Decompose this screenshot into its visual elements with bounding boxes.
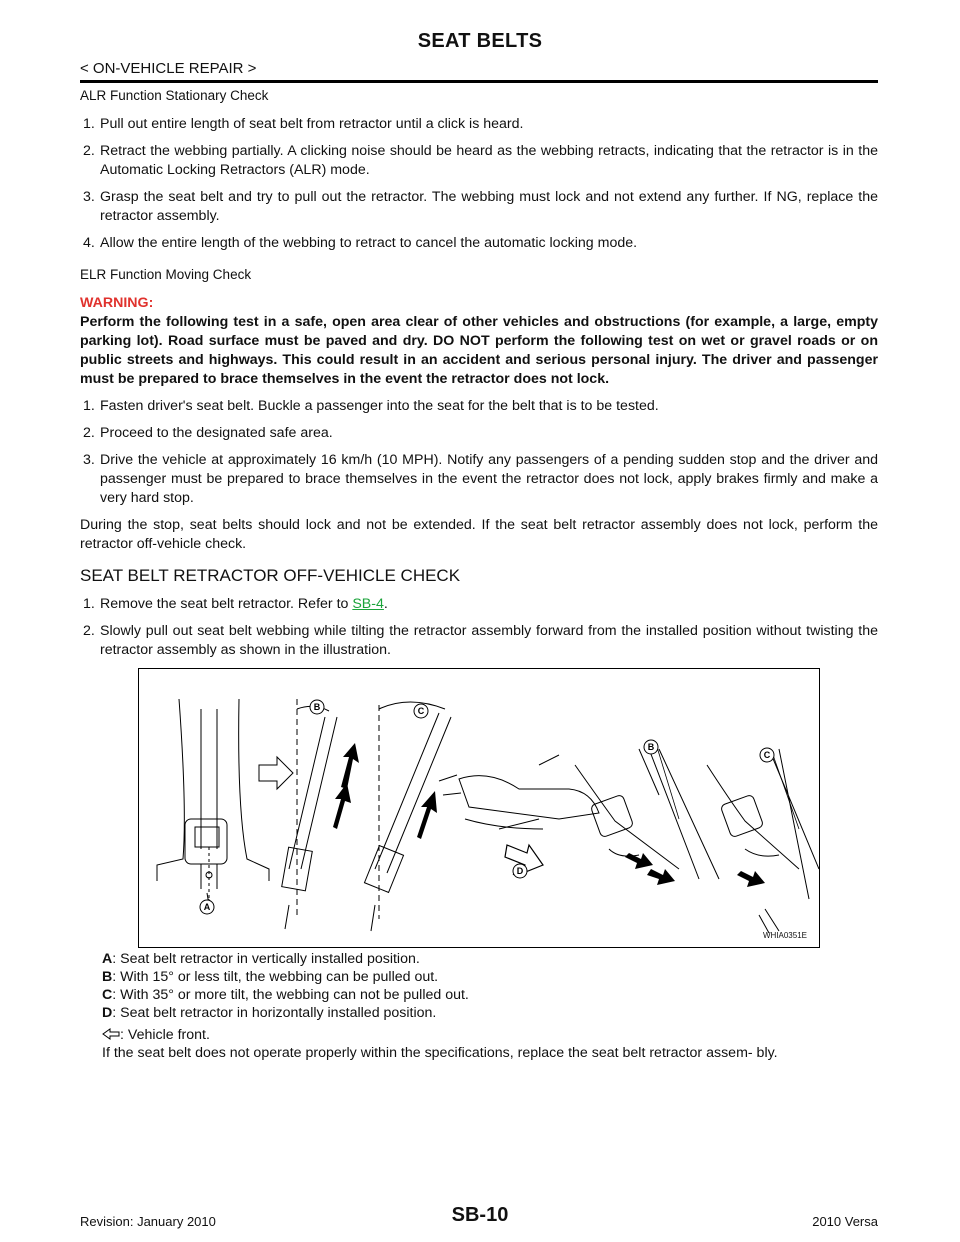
warning-text: Perform the following test in a safe, open area clear of other vehicles and obstructions (for example, a large, empty parking lot). Road surface must be paved and dry. DO NOT perform the following test on wet or gravel roads or on public streets and highways. This could result in an accident and serious personal injury. The driver and passenger must be prepared to brace themselves in the event the retractor does not lock. xyxy=(80,314,878,387)
step-number: 1. xyxy=(83,398,95,414)
legend-text: : With 35° or more tilt, the webbing can not be pulled out. xyxy=(112,987,469,1003)
step-text: Fasten driver's seat belt. Buckle a passenger into the seat for the belt that is to be tested. xyxy=(100,398,659,414)
breadcrumb: < ON-VEHICLE REPAIR > xyxy=(80,60,257,77)
alr-steps xyxy=(80,115,878,253)
figure-legend xyxy=(102,950,878,1044)
legend-text: : With 15° or less tilt, the webbing can be pulled out. xyxy=(112,969,439,985)
legend-item xyxy=(102,1026,878,1044)
label-b-2: B xyxy=(647,742,655,752)
step-text: Retract the webbing partially. A clicking noise should be heard as the webbing retracts, indicating that the retractor is in the Automatic Locking Retractors (ALR) mode. xyxy=(100,143,878,178)
legend-item xyxy=(102,968,878,986)
step-text: Proceed to the designated safe area. xyxy=(100,425,333,441)
vehicle-front-arrow-icon xyxy=(102,1028,120,1040)
step-text: Slowly pull out seat belt webbing while tilting the retractor assembly forward from the installed position without twisting the retractor assembly as shown in the illustration. xyxy=(100,623,878,658)
step-number: 2. xyxy=(83,425,95,441)
legend-item xyxy=(102,1004,878,1022)
alr-heading: ALR Function Stationary Check xyxy=(80,88,269,103)
off-vehicle-steps xyxy=(80,595,878,660)
alr-step xyxy=(80,142,878,180)
legend-text: : Vehicle front. xyxy=(120,1027,210,1043)
step-text: Remove the seat belt retractor. Refer to xyxy=(100,596,353,612)
alr-step xyxy=(80,234,878,253)
off-vehicle-step xyxy=(80,595,878,614)
step-text-end: . xyxy=(383,596,388,612)
legend-text: : Seat belt retractor in horizontally installed position. xyxy=(112,1005,437,1021)
step-number: 3. xyxy=(83,189,95,205)
footer-page-number: SB-10 xyxy=(451,1204,509,1226)
legend-item xyxy=(102,986,878,1004)
elr-after-text: During the stop, seat belts should lock and not be extended. If the seat belt retractor assembly does not lock, perform the retractor off-vehicle check. xyxy=(80,517,878,552)
alr-step xyxy=(80,115,878,134)
footer-revision: Revision: January 2010 xyxy=(80,1214,216,1229)
retractor-illustration xyxy=(138,668,820,948)
page-title: SEAT BELTS xyxy=(417,30,543,52)
step-text: Drive the vehicle at approximately 16 km/h (10 MPH). Notify any passengers of a pending sudden stop and the driver and passenger must be prepared to brace themselves in the event the retractor does not lock, apply brakes firmly and make a very hard stop. xyxy=(100,452,878,506)
step-number: 4. xyxy=(83,235,95,251)
step-number: 3. xyxy=(83,452,95,468)
legend-key: C xyxy=(102,987,113,1003)
step-number: 1. xyxy=(83,116,95,132)
figure-code: WHIA0351E xyxy=(762,931,807,940)
legend-key: B xyxy=(102,969,113,985)
footer-model: 2010 Versa xyxy=(812,1214,878,1229)
legend-text: : Seat belt retractor in vertically installed position. xyxy=(112,951,420,967)
label-c-2: C xyxy=(763,750,771,760)
label-b: B xyxy=(313,702,321,712)
step-number: 1. xyxy=(83,596,95,612)
elr-steps xyxy=(80,397,878,508)
step-text: Grasp the seat belt and try to pull out the retractor. The webbing must lock and not extend any further. If NG, replace the retractor assembly. xyxy=(100,189,878,224)
section-title: SEAT BELT RETRACTOR OFF-VEHICLE CHECK xyxy=(80,566,461,585)
label-a: A xyxy=(203,902,211,912)
replacement-note: If the seat belt does not operate properly within the specifications, replace the seat belt retractor assem- bly. xyxy=(102,1045,778,1061)
warning-label: WARNING: xyxy=(80,295,154,311)
step-text: Pull out entire length of seat belt from retractor until a click is heard. xyxy=(100,116,524,132)
sb-4-link[interactable]: SB-4 xyxy=(352,596,384,612)
header-rule xyxy=(80,80,878,83)
page-content xyxy=(80,86,878,1063)
step-text: Allow the entire length of the webbing to retract to cancel the automatic locking mode. xyxy=(100,235,638,251)
legend-item xyxy=(102,950,878,968)
elr-step xyxy=(80,451,878,508)
elr-step xyxy=(80,424,878,443)
elr-step xyxy=(80,397,878,416)
alr-step xyxy=(80,188,878,226)
elr-heading: ELR Function Moving Check xyxy=(80,267,252,282)
step-number: 2. xyxy=(83,143,95,159)
legend-key: D xyxy=(102,1005,113,1021)
label-d: D xyxy=(516,866,524,876)
legend-key: A xyxy=(102,951,113,967)
step-number: 2. xyxy=(83,623,95,639)
retractor-drawing xyxy=(139,669,819,947)
off-vehicle-step xyxy=(80,622,878,660)
label-c: C xyxy=(417,706,425,716)
